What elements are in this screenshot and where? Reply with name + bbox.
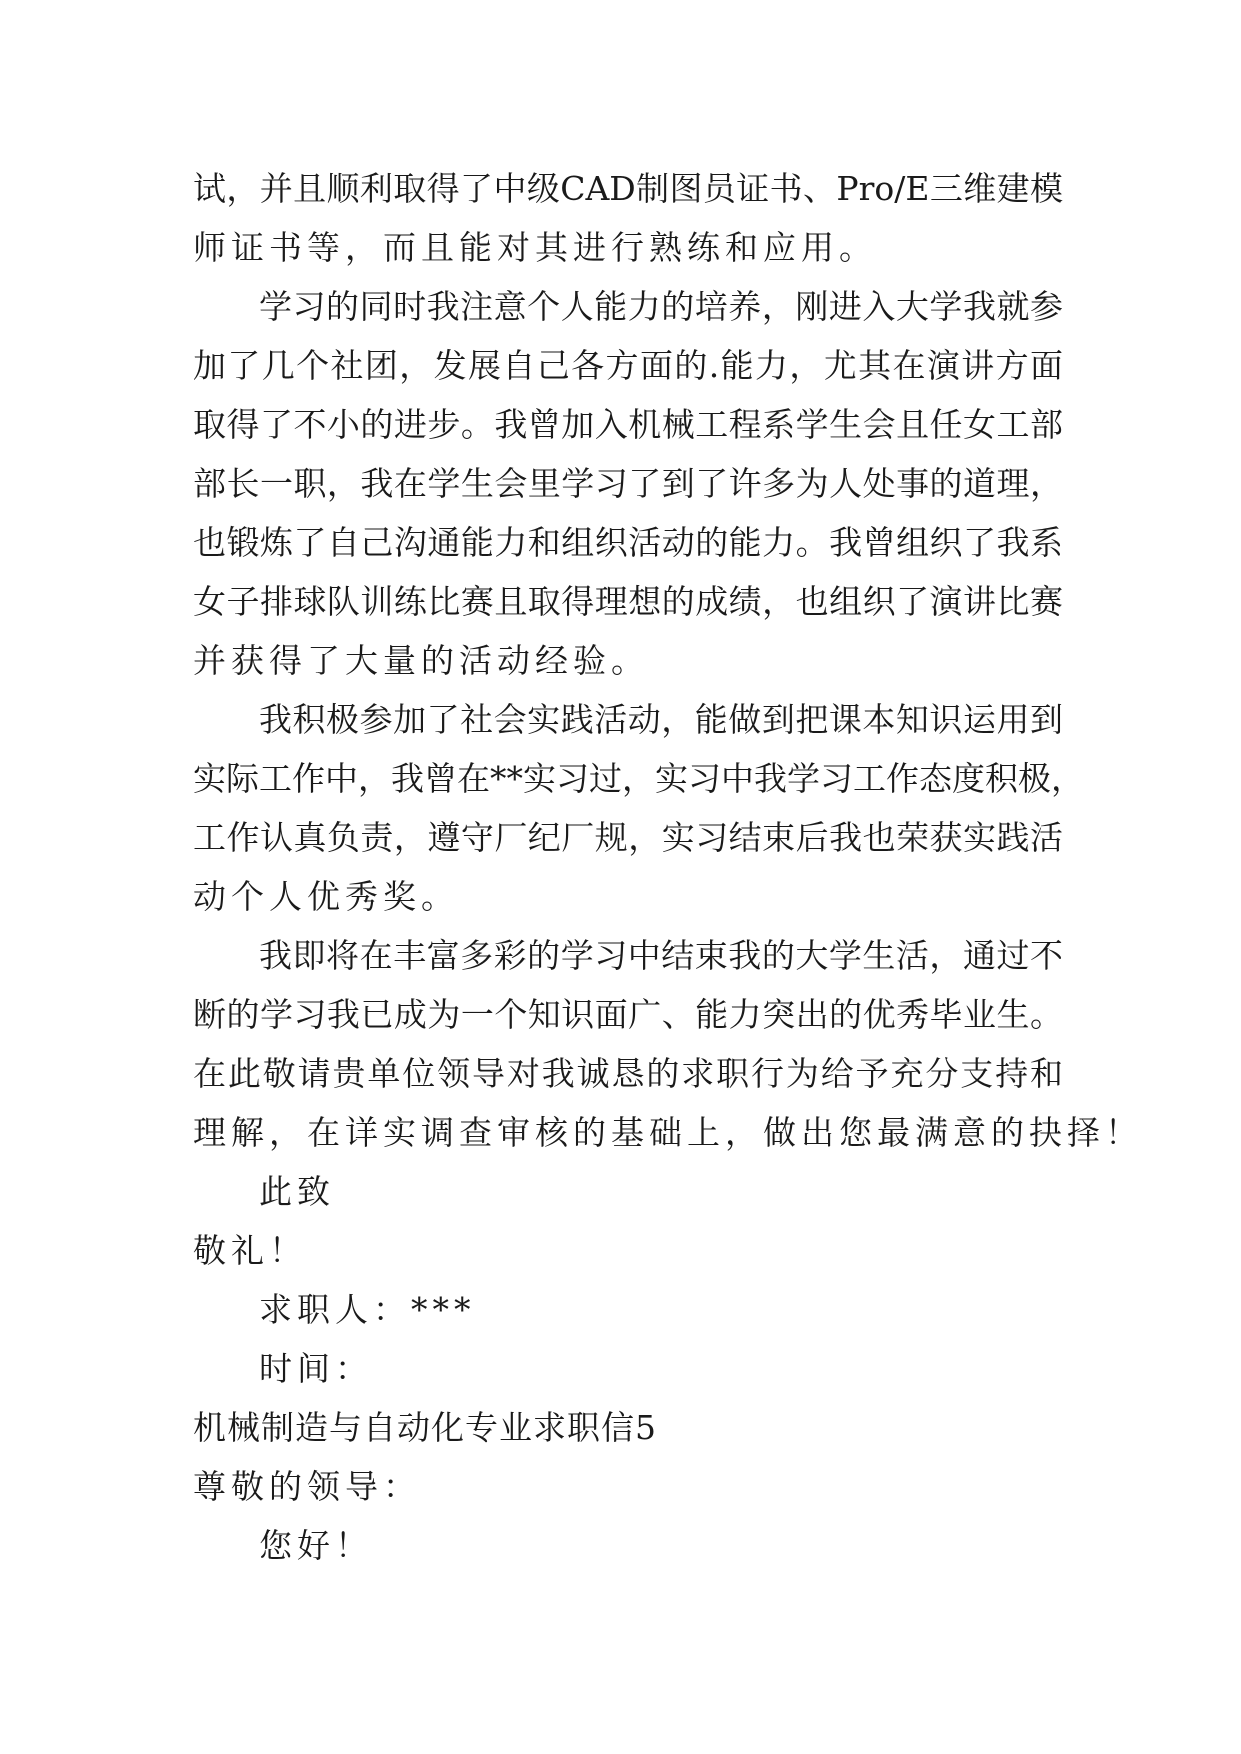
paragraph-start-line: 学习的同时我注意个人能力的培养，刚进入大学我就参	[259, 287, 1063, 326]
section-title: 机械制造与自动化专业求职信5	[193, 1408, 657, 1447]
body-line: 加了几个社团，发展自己各方面的.能力，尤其在演讲方面	[193, 346, 1063, 385]
paragraph-start-line: 我即将在丰富多彩的学习中结束我的大学生活，通过不	[259, 936, 1063, 975]
body-line: 并获得了大量的活动经验。	[193, 641, 649, 680]
body-line: 师证书等，而且能对其进行熟练和应用。	[193, 228, 877, 267]
greeting-hello: 您好！	[259, 1526, 373, 1565]
greeting-recipient: 尊敬的领导：	[193, 1467, 421, 1506]
body-line: 实际工作中，我曾在**实习过，实习中我学习工作态度积极，	[193, 759, 1084, 798]
closing-regards: 敬礼！	[193, 1231, 307, 1270]
body-line: 在此敬请贵单位领导对我诚恳的求职行为给予充分支持和	[193, 1054, 1063, 1093]
body-line: 女子排球队训练比赛且取得理想的成绩，也组织了演讲比赛	[193, 582, 1063, 621]
paragraph-start-line: 我积极参加了社会实践活动，能做到把课本知识运用到	[259, 700, 1063, 739]
applicant-signature: 求职人：***	[259, 1290, 476, 1329]
body-line: 试，并且顺利取得了中级CAD制图员证书、Pro/E三维建模	[193, 169, 1063, 208]
closing-salutation: 此致	[259, 1172, 335, 1211]
body-line: 也锻炼了自己沟通能力和组织活动的能力。我曾组织了我系	[193, 523, 1063, 562]
date-label: 时间：	[259, 1349, 373, 1388]
body-line: 动个人优秀奖。	[193, 877, 459, 916]
body-line: 断的学习我已成为一个知识面广、能力突出的优秀毕业生。	[193, 995, 1063, 1034]
body-line: 部长一职，我在学生会里学习了到了许多为人处事的道理，	[193, 464, 1063, 503]
letter-body	[193, 159, 1143, 1575]
body-line: 工作认真负责，遵守厂纪厂规，实习结束后我也荣获实践活	[193, 818, 1063, 857]
body-line: 取得了不小的进步。我曾加入机械工程系学生会且任女工部	[193, 405, 1063, 444]
body-line: 理解，在详实调查审核的基础上，做出您最满意的抉择！	[193, 1113, 1143, 1152]
